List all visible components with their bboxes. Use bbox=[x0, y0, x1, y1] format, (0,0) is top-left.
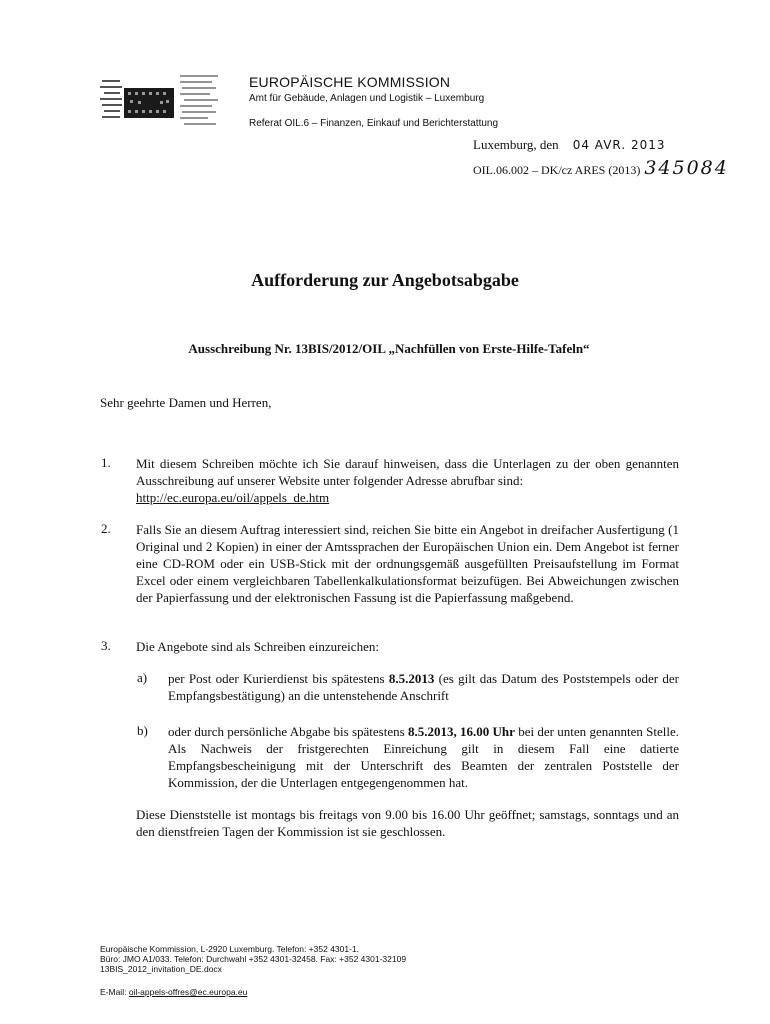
eu-flag-logo bbox=[100, 70, 220, 132]
org-subtitle: Amt für Gebäude, Anlagen und Logistik – Luxemburg bbox=[249, 93, 485, 104]
section-number: 2. bbox=[101, 521, 111, 536]
item-letter: a) bbox=[137, 670, 148, 685]
footer-email-link[interactable]: oil-appels-offres@ec.europa.eu bbox=[128, 987, 248, 997]
reference-number: OIL.06.002 – DK/cz ARES (2013) bbox=[473, 163, 641, 177]
documents-link[interactable]: http://ec.europa.eu/oil/appels_de.htm bbox=[136, 490, 330, 505]
section-2-paragraph: Falls Sie an diesem Auftrag interessiert sind, reichen Sie bitte ein Angebot in dreifacher Ausfertigung (1 Original und 2 Kopien) in einer der Amtssprachen der Europäischen Union ein. Dem Angebot ist ferner eine CD-ROM oder ein USB-Stick mit der ordnungsgemäß ausgefüllten Preisaufstellung im Format Excel oder einem vergleichbaren Tabellenkalkulationsformat beizufügen. Bei Abweichungen zwischen der Papierfassung und der elektronischen Fassung ist die Papierfassung maßgebend. bbox=[136, 522, 679, 605]
item-a-text: per Post oder Kurierdienst bis spätestens bbox=[168, 671, 389, 686]
item-b-text-end: bei der unten genannten Stelle. Als Nachweis der fristgerechten Einreichung gilt in diesem Fall eine datierte Empfangsbescheinigung mit der Unterschrift des Beamten der zentralen Poststelle der Kommission, der die Unterlagen entgegengenommen hat. bbox=[168, 724, 680, 790]
footer-filename: 13BIS_2012_invitation_DE.docx bbox=[100, 964, 222, 974]
date-stamp: 04 AVR. 2013 bbox=[572, 138, 666, 152]
section-1-paragraph bbox=[136, 455, 679, 506]
item-b-text: oder durch persönliche Abgabe bis spätestens bbox=[168, 724, 408, 739]
section-3-paragraph: Die Angebote sind als Schreiben einzureichen: bbox=[136, 639, 379, 654]
document-title: Aufforderung zur Angebotsabgabe bbox=[251, 270, 519, 290]
item-a-paragraph bbox=[168, 670, 679, 704]
item-a-deadline: 8.5.2013 bbox=[388, 671, 435, 686]
org-unit: Referat OIL.6 – Finanzen, Einkauf und Berichterstattung bbox=[249, 118, 499, 129]
section-number: 1. bbox=[101, 455, 111, 470]
footer-email-label: E-Mail: bbox=[100, 987, 129, 997]
ares-number: 345084 bbox=[644, 157, 729, 179]
place-date-line bbox=[473, 137, 666, 153]
section-number: 3. bbox=[101, 638, 111, 653]
opening-hours-paragraph: Diese Dienststelle ist montags bis freitags von 9.00 bis 16.00 Uhr geöffnet; samstags, sonntags und an den dienstfreien Tagen der Kommission ist sie geschlossen. bbox=[136, 807, 679, 839]
item-a-text-end: (es gilt das Datum des Poststempels oder der Empfangsbestätigung) an die untenstehende Anschrift bbox=[168, 671, 679, 703]
place-date-label: Luxemburg, den bbox=[473, 137, 559, 152]
footer bbox=[100, 944, 406, 974]
org-name: EUROPÄISCHE KOMMISSION bbox=[249, 74, 451, 90]
footer-address: Europäische Kommission, L-2920 Luxemburg. Telefon: +352 4301-1. bbox=[100, 944, 360, 954]
footer-email-line bbox=[100, 987, 247, 997]
item-letter: b) bbox=[137, 723, 148, 738]
reference-line bbox=[473, 157, 729, 179]
salutation: Sehr geehrte Damen und Herren, bbox=[100, 395, 272, 410]
section-1-text: Mit diesem Schreiben möchte ich Sie darauf hinweisen, dass die Unterlagen zu der oben genannten Ausschreibung auf unserer Website unter folgender Adresse abrufbar sind: bbox=[136, 456, 679, 488]
item-b-deadline: 8.5.2013, 16.00 Uhr bbox=[407, 724, 515, 739]
item-b-paragraph bbox=[168, 723, 679, 791]
document-subtitle: Ausschreibung Nr. 13BIS/2012/OIL „Nachfüllen von Erste-Hilfe-Tafeln“ bbox=[188, 341, 590, 356]
footer-office: Büro: JMO A1/033. Telefon: Durchwahl +352 4301-32458. Fax: +352 4301-32109 bbox=[100, 954, 407, 964]
